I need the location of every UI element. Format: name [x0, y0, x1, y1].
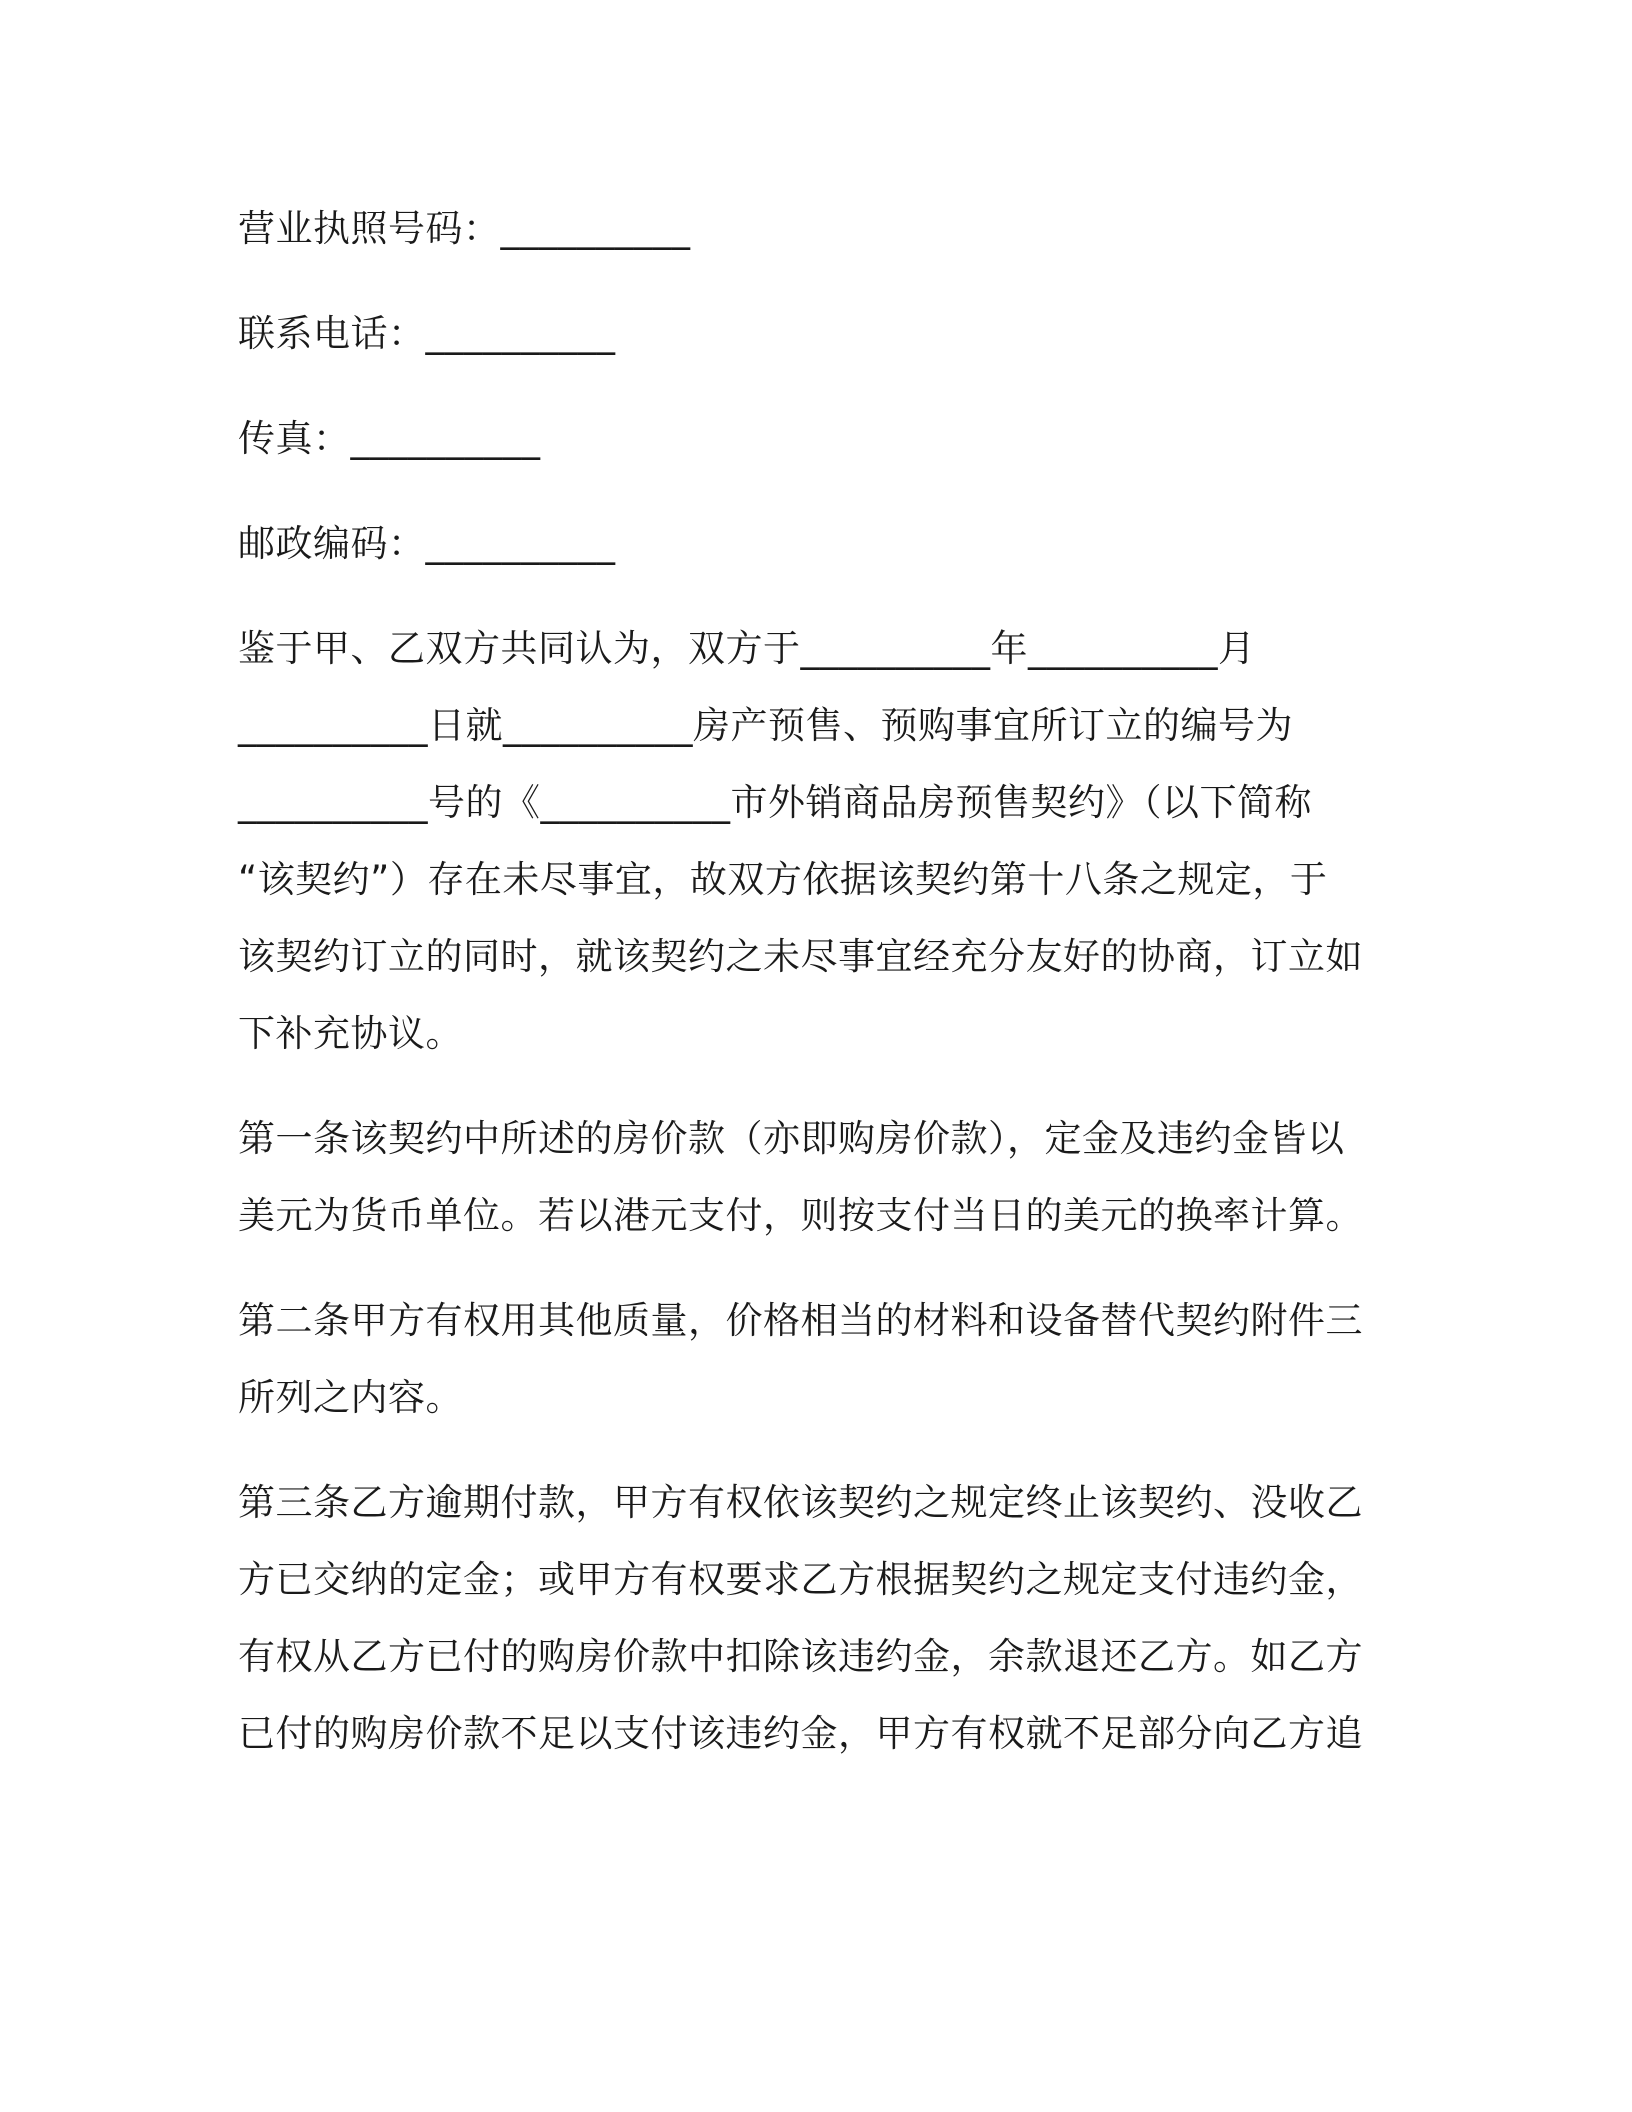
preamble-paragraph	[238, 610, 1363, 1072]
postcode-field: 邮政编码：__________	[238, 522, 616, 565]
paragraph-line: 第二条甲方有权用其他质量，价格相当的材料和设备替代契约附件三	[238, 1299, 1363, 1342]
paragraph-line: __________日就__________房产预售、预购事宜所订立的编号为	[238, 704, 1293, 747]
document-body	[238, 190, 1363, 1772]
paragraph-line: 所列之内容。	[238, 1376, 463, 1419]
business-license-field: 营业执照号码：__________	[238, 207, 691, 250]
phone-field: 联系电话：__________	[238, 312, 616, 355]
article-1-paragraph	[238, 1100, 1363, 1254]
paragraph-line: 该契约订立的同时，就该契约之未尽事宜经充分友好的协商，订立如	[238, 935, 1363, 978]
paragraph-line: 有权从乙方已付的购房价款中扣除该违约金，余款退还乙方。如乙方	[238, 1635, 1363, 1678]
article-2-paragraph	[238, 1282, 1363, 1436]
article-3-paragraph	[238, 1464, 1363, 1772]
fax-field: 传真：__________	[238, 417, 541, 460]
paragraph-line: “该契约”）存在未尽事宜，故双方依据该契约第十八条之规定，于	[238, 858, 1328, 901]
paragraph-line: 下补充协议。	[238, 1012, 463, 1055]
paragraph-line: 鉴于甲、乙双方共同认为，双方于__________年__________月	[238, 627, 1256, 670]
paragraph-line: 已付的购房价款不足以支付该违约金，甲方有权就不足部分向乙方追	[238, 1712, 1363, 1755]
paragraph-line: 方已交纳的定金；或甲方有权要求乙方根据契约之规定支付违约金，	[238, 1558, 1363, 1601]
paragraph-line: 第三条乙方逾期付款，甲方有权依该契约之规定终止该契约、没收乙	[238, 1481, 1363, 1524]
paragraph-line: 第一条该契约中所述的房价款（亦即购房价款），定金及违约金皆以	[238, 1117, 1345, 1160]
paragraph-line: __________号的《__________市外销商品房预售契约》（以下简称	[238, 781, 1312, 824]
paragraph-line: 美元为货币单位。若以港元支付，则按支付当日的美元的换率计算。	[238, 1194, 1363, 1237]
